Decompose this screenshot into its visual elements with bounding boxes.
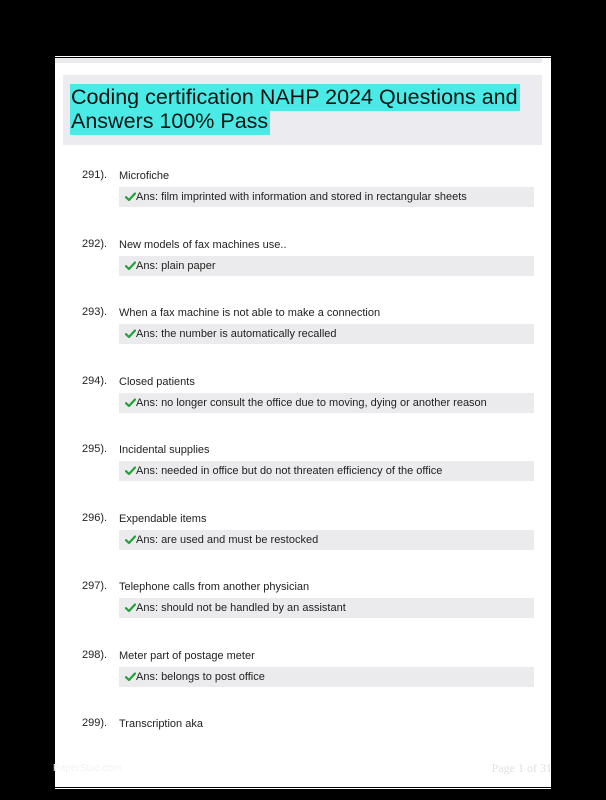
question-number: 299). bbox=[82, 717, 108, 729]
question-text: Telephone calls from another physician bbox=[119, 581, 310, 593]
qa-item bbox=[55, 168, 551, 228]
footer-watermark: PaperStoc.com bbox=[53, 763, 122, 774]
check-icon bbox=[125, 398, 136, 408]
answer-text: Ans: should not be handled by an assistant bbox=[136, 602, 346, 614]
document-title bbox=[70, 85, 530, 133]
qa-item bbox=[55, 579, 551, 639]
answer-text: Ans: the number is automatically recalled bbox=[136, 328, 337, 340]
document-title-highlight: Coding certification NAHP 2024 Questions and Answers 100% Pass bbox=[71, 85, 518, 133]
check-icon bbox=[125, 329, 136, 339]
qa-item bbox=[55, 511, 551, 571]
question-number: 298). bbox=[82, 648, 108, 661]
question-text: Microfiche bbox=[119, 170, 170, 182]
answer-box bbox=[119, 667, 534, 687]
check-icon bbox=[125, 192, 136, 202]
page-bottom-rule bbox=[55, 788, 551, 789]
answer-text: Ans: are used and must be restocked bbox=[136, 533, 319, 546]
page-indicator: Page 1 of 31 bbox=[491, 761, 552, 775]
question-text: Incidental supplies bbox=[119, 444, 210, 456]
check-icon bbox=[125, 261, 136, 271]
question-number: 293). bbox=[82, 306, 108, 318]
answer-box bbox=[119, 461, 534, 481]
answer-box bbox=[119, 598, 534, 618]
qa-item bbox=[55, 648, 551, 708]
qa-item bbox=[55, 305, 551, 365]
check-icon bbox=[125, 466, 136, 476]
answer-text: Ans: needed in office but do not threaten efficiency of the office bbox=[136, 465, 443, 477]
check-icon bbox=[125, 603, 136, 613]
document-page bbox=[55, 58, 551, 787]
question-number: 291). bbox=[82, 169, 108, 181]
page-top-rule bbox=[55, 56, 551, 57]
page-top-strip bbox=[55, 58, 542, 63]
question-number: 295). bbox=[82, 443, 108, 455]
question-text: New models of fax machines use.. bbox=[119, 238, 287, 251]
answer-box bbox=[119, 256, 534, 276]
qa-item bbox=[55, 374, 551, 434]
question-text: When a fax machine is not able to make a connection bbox=[119, 307, 381, 319]
question-text: Expendable items bbox=[119, 512, 207, 525]
question-text: Transcription aka bbox=[119, 718, 203, 730]
check-icon bbox=[125, 672, 136, 682]
answer-text: Ans: film imprinted with information and stored in rectangular sheets bbox=[136, 191, 467, 203]
qa-item bbox=[55, 716, 551, 776]
question-text: Meter part of postage meter bbox=[119, 649, 255, 662]
question-number: 294). bbox=[82, 374, 108, 387]
answer-box bbox=[119, 324, 534, 344]
check-icon bbox=[125, 535, 136, 545]
answer-text: Ans: no longer consult the office due to moving, dying or another reason bbox=[136, 396, 487, 409]
answer-box bbox=[119, 530, 534, 550]
question-number: 296). bbox=[82, 511, 108, 524]
answer-box bbox=[119, 187, 534, 207]
answer-box bbox=[119, 393, 534, 413]
question-number: 292). bbox=[82, 237, 108, 250]
question-text: Closed patients bbox=[119, 375, 195, 388]
title-box bbox=[63, 75, 542, 145]
answer-text: Ans: belongs to post office bbox=[136, 670, 265, 683]
qa-item bbox=[55, 442, 551, 502]
question-number: 297). bbox=[82, 580, 108, 592]
answer-text: Ans: plain paper bbox=[136, 259, 216, 272]
qa-item bbox=[55, 237, 551, 297]
